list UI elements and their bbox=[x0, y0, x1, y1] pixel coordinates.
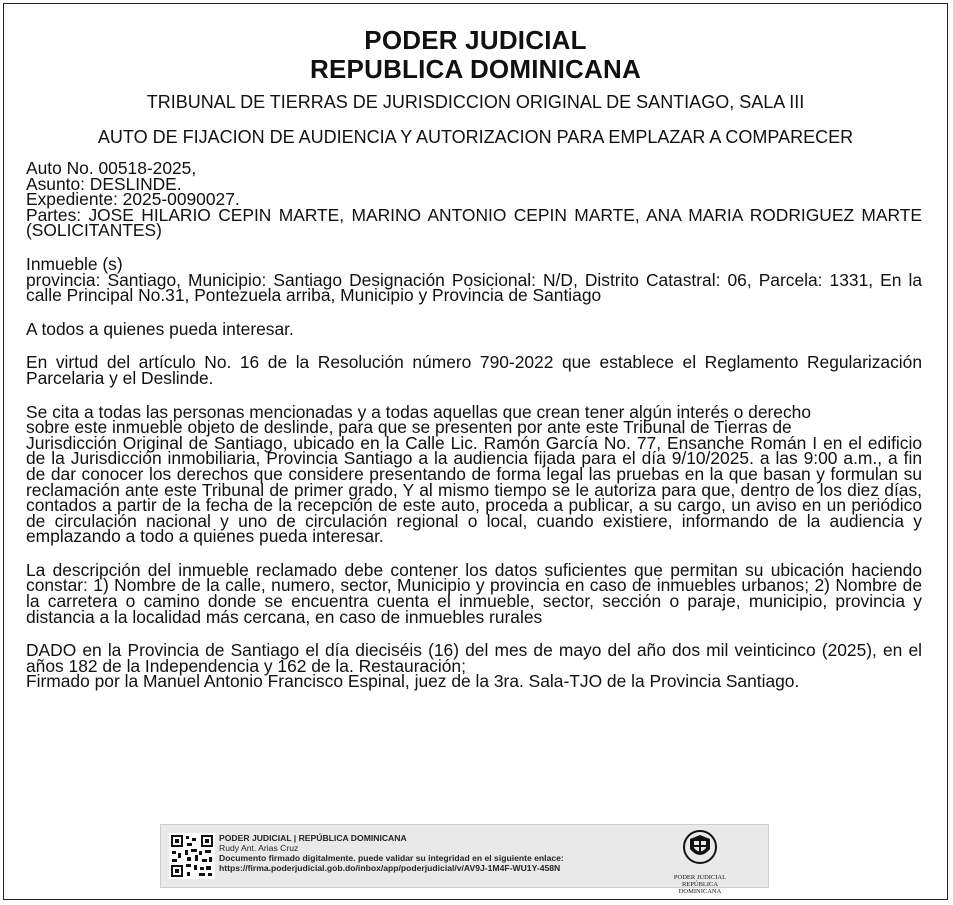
citation-line-1: Se cita a todas las personas mencionadas y a todas aquellas que crean tener algún interés o derecho bbox=[26, 401, 812, 422]
document-header bbox=[4, 26, 947, 84]
citation-paragraph bbox=[26, 401, 922, 547]
header-line-1: PODER JUDICIAL bbox=[364, 25, 587, 55]
firmado-text: Firmado por la Manuel Antonio Francisco Espinal, juez de la 3ra. Sala-TJO de la Provincia Santiago. bbox=[26, 671, 800, 692]
dado-text: DADO en la Provincia de Santiago el día dieciséis (16) del mes de mayo del año dos mil veinticinco (2025), en el años 182 de la Independencia y 162 de la. Restauración; bbox=[26, 640, 922, 676]
tribunal-name: TRIBUNAL DE TIERRAS DE JURISDICCION ORIGINAL DE SANTIAGO, SALA III bbox=[146, 92, 805, 112]
document-title: AUTO DE FIJACION DE AUDIENCIA Y AUTORIZACION PARA EMPLAZAR A COMPARECER bbox=[97, 127, 854, 147]
citation-line-2: sobre este inmueble objeto de deslinde, para que se presenten por ante este Tribunal de Tierras de bbox=[26, 417, 792, 438]
citation-line-3: Jurisdicción Original de Santiago, ubicado en la Calle Lic. Ramón García No. 77, Ensanche Román I en el edificio de la Jurisdicción inmobiliaria, Provincia Santiago a la audiencia fijada para el día 9/10/2025. a las 9:00 a.m., a fin de dar conocer los derechos que considere presentando de forma legal las pruebas en la que basan y formulan su reclamación ante este Tribunal de primer grado, Y al mismo tiempo se le autoriza para que, dentro de los diez días, contados a partir de la fecha de la recepción de este auto, proceda a publicar, a su cargo, un aviso en un periódico de circulación nacional y uno de circulación regional o local, cuando existiere, informando de la audiencia y emplazando a todo a quienes pueda interesar. bbox=[26, 432, 922, 547]
description-paragraph: La descripción del inmueble reclamado debe contener los datos suficientes que permitan su ubicación haciendo constar: 1) Nombre de la calle, numero, sector, Municipio y provincia en caso de inmuebles urbanos; 2) Nombre de la carretera o camino donde se encuentra cuenta el inmueble, sector, sección o paraje, municipio, provincia y distancia a la localidad más cercana, en caso de inmuebles rurales bbox=[26, 559, 922, 627]
header-line-2: REPUBLICA DOMINICANA bbox=[310, 54, 641, 84]
inmueble-text: provincia: Santiago, Municipio: Santiago Designación Posicional: N/D, Distrito Catastral: 06, Parcela: 1331, En la calle Principal No.31, Pontezuela arriba, Municipio y Provincia de Santiago bbox=[26, 269, 922, 306]
qr-code-icon[interactable] bbox=[169, 833, 215, 879]
signature-text bbox=[219, 833, 564, 873]
partes: Partes: JOSE HILARIO CEPIN MARTE, MARINO ANTONIO CEPIN MARTE, ANA MARIA RODRIGUEZ MARTE (SOLICITANTES) bbox=[26, 204, 922, 241]
expediente: Expediente: 2025-0090027. bbox=[26, 189, 240, 210]
document-body bbox=[26, 158, 922, 692]
signature-note: Documento firmado digitalmente. puede validar su integridad en el siguiente enlace: bbox=[219, 853, 564, 863]
inmueble-label: Inmueble (s) bbox=[26, 253, 123, 274]
signature-url[interactable]: https://firma.poderjudicial.gob.do/inbox/app/poderjudicial/v/AV9J-1M4F-WU1Y-458N bbox=[219, 863, 561, 873]
legal-basis: En virtud del artículo No. 16 de la Resolución número 790-2022 que establece el Reglamento Regularización Parcelaria y el Deslinde. bbox=[26, 352, 922, 388]
inmueble-section bbox=[26, 253, 922, 306]
seal-caption-1: PODER JUDICIAL bbox=[673, 874, 727, 881]
signature-org: PODER JUDICIAL | REPÚBLICA DOMINICANA bbox=[219, 833, 407, 843]
asunto: Asunto: DESLINDE. bbox=[26, 173, 182, 194]
judicial-seal bbox=[666, 829, 734, 895]
judicial-seal-icon bbox=[678, 829, 722, 869]
signature-signer: Rudy Ant. Arias Cruz bbox=[219, 843, 299, 853]
notice-frame bbox=[3, 3, 948, 900]
case-details bbox=[26, 158, 922, 241]
digital-signature-block bbox=[160, 824, 769, 895]
dado-paragraph bbox=[26, 640, 922, 692]
seal-caption-2: REPÚBLICA DOMINICANA bbox=[678, 881, 722, 895]
auto-number: Auto No. 00518-2025, bbox=[26, 158, 197, 178]
greeting: A todos a quienes pueda interesar. bbox=[26, 318, 294, 339]
